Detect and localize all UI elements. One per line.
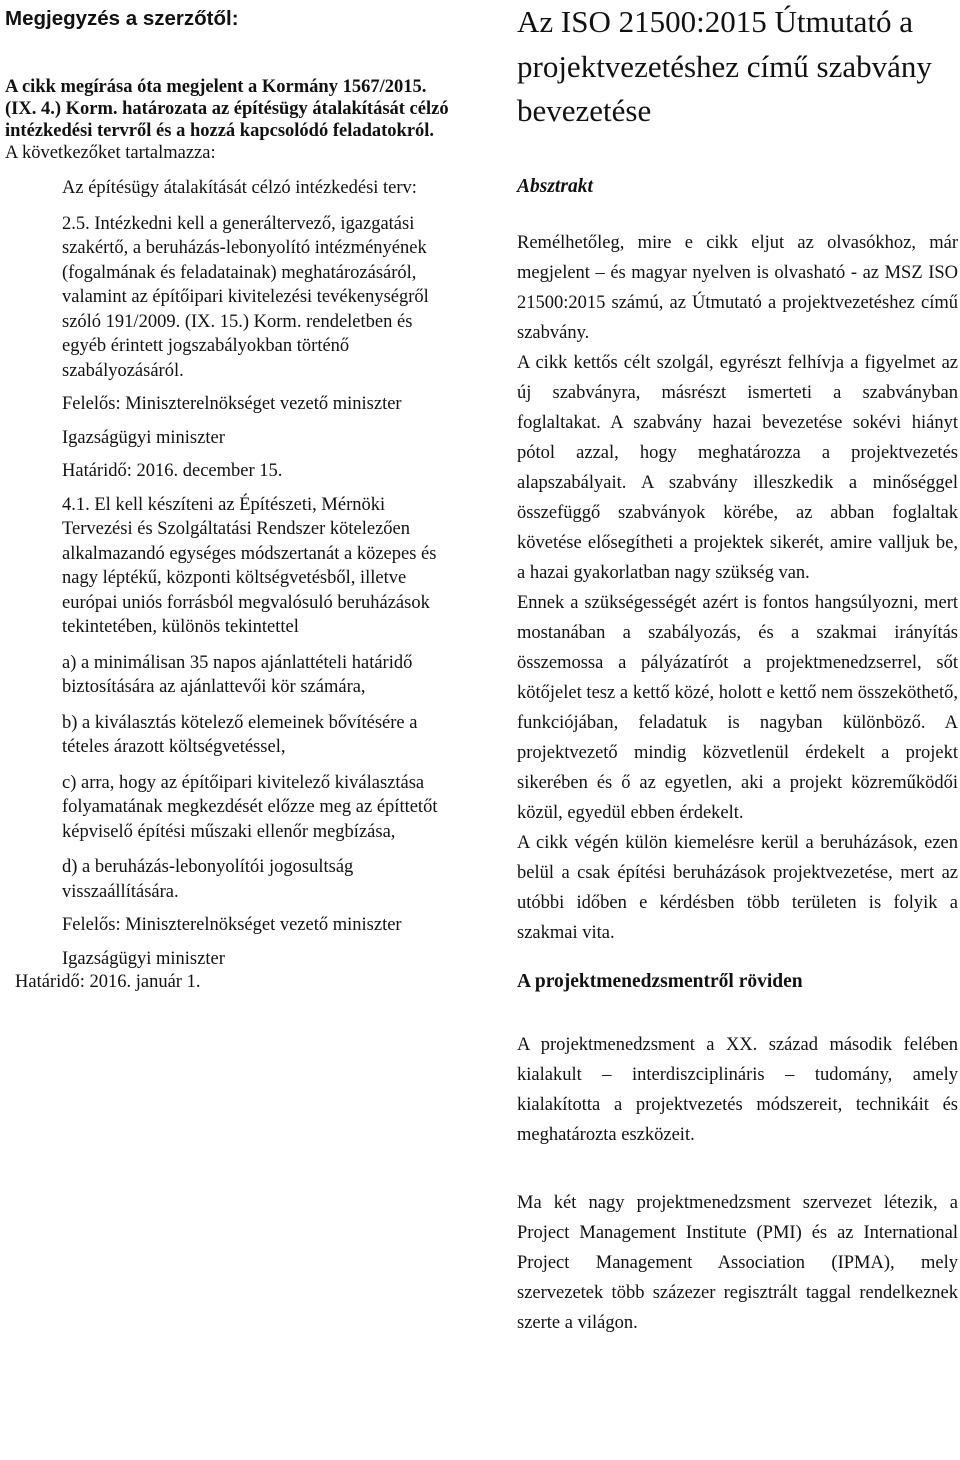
article-column [517, 0, 958, 1338]
author-note-intro: A cikk megírása óta megjelent a Kormány 1567/2015. (IX. 4.) Korm. határozata az építésügy átalakítását célzó intézkedési tervről és a hozzá kapcsolódó feladatokról. [5, 77, 449, 141]
abstract-paragraph-4: A cikk végén külön kiemelésre kerül a beruházások, ezen belül a csak építési beruházások projektvezetése, mert az utóbbi időben e kérdésben több területen is folyik a szakmai vita. [517, 832, 958, 943]
author-note-heading: Megjegyzés a szerzőtől: [5, 7, 239, 30]
responsible-2: Felelős: Miniszterelnökséget vezető miniszter [62, 915, 402, 935]
plan-title: Az építésügy átalakítását célzó intézkedési terv: [62, 178, 417, 198]
abstract-paragraph-1: Remélhetőleg, mire e cikk eljut az olvasókhoz, már megjelent – és magyar nyelven is olvasható - az MSZ ISO 21500:2015 számú, az Útmutató a projektvezetéshez című szabvány. [517, 232, 958, 343]
deadline-1: Határidő: 2016. december 15. [62, 461, 283, 481]
measure-4-1: 4.1. El kell készíteni az Építészeti, Mérnöki Tervezési és Szolgáltatási Rendszer kötelezően alkalmazandó egységes módszertanát a közepes és nagy léptékű, központi költségvetésből, illetve európai uniós forrásból megvalósuló beruházások tekintetében, különös tekintettel [62, 494, 437, 637]
article-title: Az ISO 21500:2015 Útmutató a projektvezetéshez című szabvány bevezetése [517, 4, 932, 128]
responsible-2-secondary: Igazságügyi miniszter [62, 948, 225, 969]
section-heading: A projektmenedzsmentről röviden [517, 970, 803, 992]
sub-item-b: b) a kiválasztás kötelező elemeinek bővítésére a tételes árazott költségvetéssel, [62, 712, 418, 757]
abstract-heading: Absztrakt [517, 175, 593, 197]
sub-item-a: a) a minimálisan 35 napos ajánlattételi határidő biztosítására az ajánlattevői kör számára, [62, 652, 413, 697]
sub-item-d: d) a beruházás-lebonyolítói jogosultság visszaállítására. [62, 857, 354, 902]
sub-item-c: c) arra, hogy az építőipari kivitelező kiválasztása folyamatának megkezdését előzze meg az építtetőt képviselő építési műszaki ellenőr megbízása, [62, 772, 438, 842]
deadline-2: Határidő: 2016. január 1. [15, 972, 201, 992]
section-paragraph-2: Ma két nagy projektmenedzsment szervezet létezik, a Project Management Institute (PMI) és az International Project Management Association (IPMA), mely szervezetek több százezer regisztrált taggal rendelkeznek szerte a világon. [517, 1192, 958, 1333]
responsible-1-secondary: Igazságügyi miniszter [62, 427, 225, 448]
abstract-paragraph-2: A cikk kettős célt szolgál, egyrészt felhívja a figyelmet az új szabványra, másrészt ismerteti a szabványban foglaltakat. A szabvány hazai bevezetése sokévi hiányt pótol azzal, hogy meghatározza a projektvezetés alapszabályait. A szabvány illeszkedik a minőséggel összefüggő szabványok körébe, az abban foglaltak követése elősegítheti a projektek sikerét, amire valljuk be, a hazai gyakorlatban nagy szükség van. [517, 352, 958, 583]
section-paragraph-1: A projektmenedzsment a XX. század második felében kialakult – interdiszciplináris – tudomány, amely kialakította a projektvezetés módszereit, technikáit és meghatározta eszközeit. [517, 1034, 958, 1145]
author-note-contains: A következőket tartalmazza: [5, 143, 216, 163]
responsible-1-text: Felelős: Miniszterelnökséget vezető miniszter [62, 394, 402, 414]
responsible-1 [5, 392, 460, 417]
author-note-column [5, 0, 460, 993]
measure-2-5: 2.5. Intézkedni kell a generáltervező, igazgatási szakértő, a beruházás-lebonyolító intézményének (fogalmának és feladatainak) meghatározásáról, valamint az építőipari kivitelezési tevékenységről szóló 191/2009. (IX. 15.) Korm. rendeletben és egyéb érintett jogszabályokban történő szabályozásáról. [62, 213, 429, 381]
abstract-paragraph-3: Ennek a szükségességét azért is fontos hangsúlyozni, mert mostanában a szabályozás, és a szakmai irányítás összemossa a pályázatírót a projektmenedzserrel, sőt kötőjelet tesz a kettő közé, holott e kettő nem összeköthető, funkciójában, feladatuk is nagyban különböző. A projektvezető mindig közvetlenül érdekelt a projekt sikerében és ő az egyetlen, aki a projekt közreműködői közül, egyedül ebben érdekelt. [517, 592, 958, 823]
